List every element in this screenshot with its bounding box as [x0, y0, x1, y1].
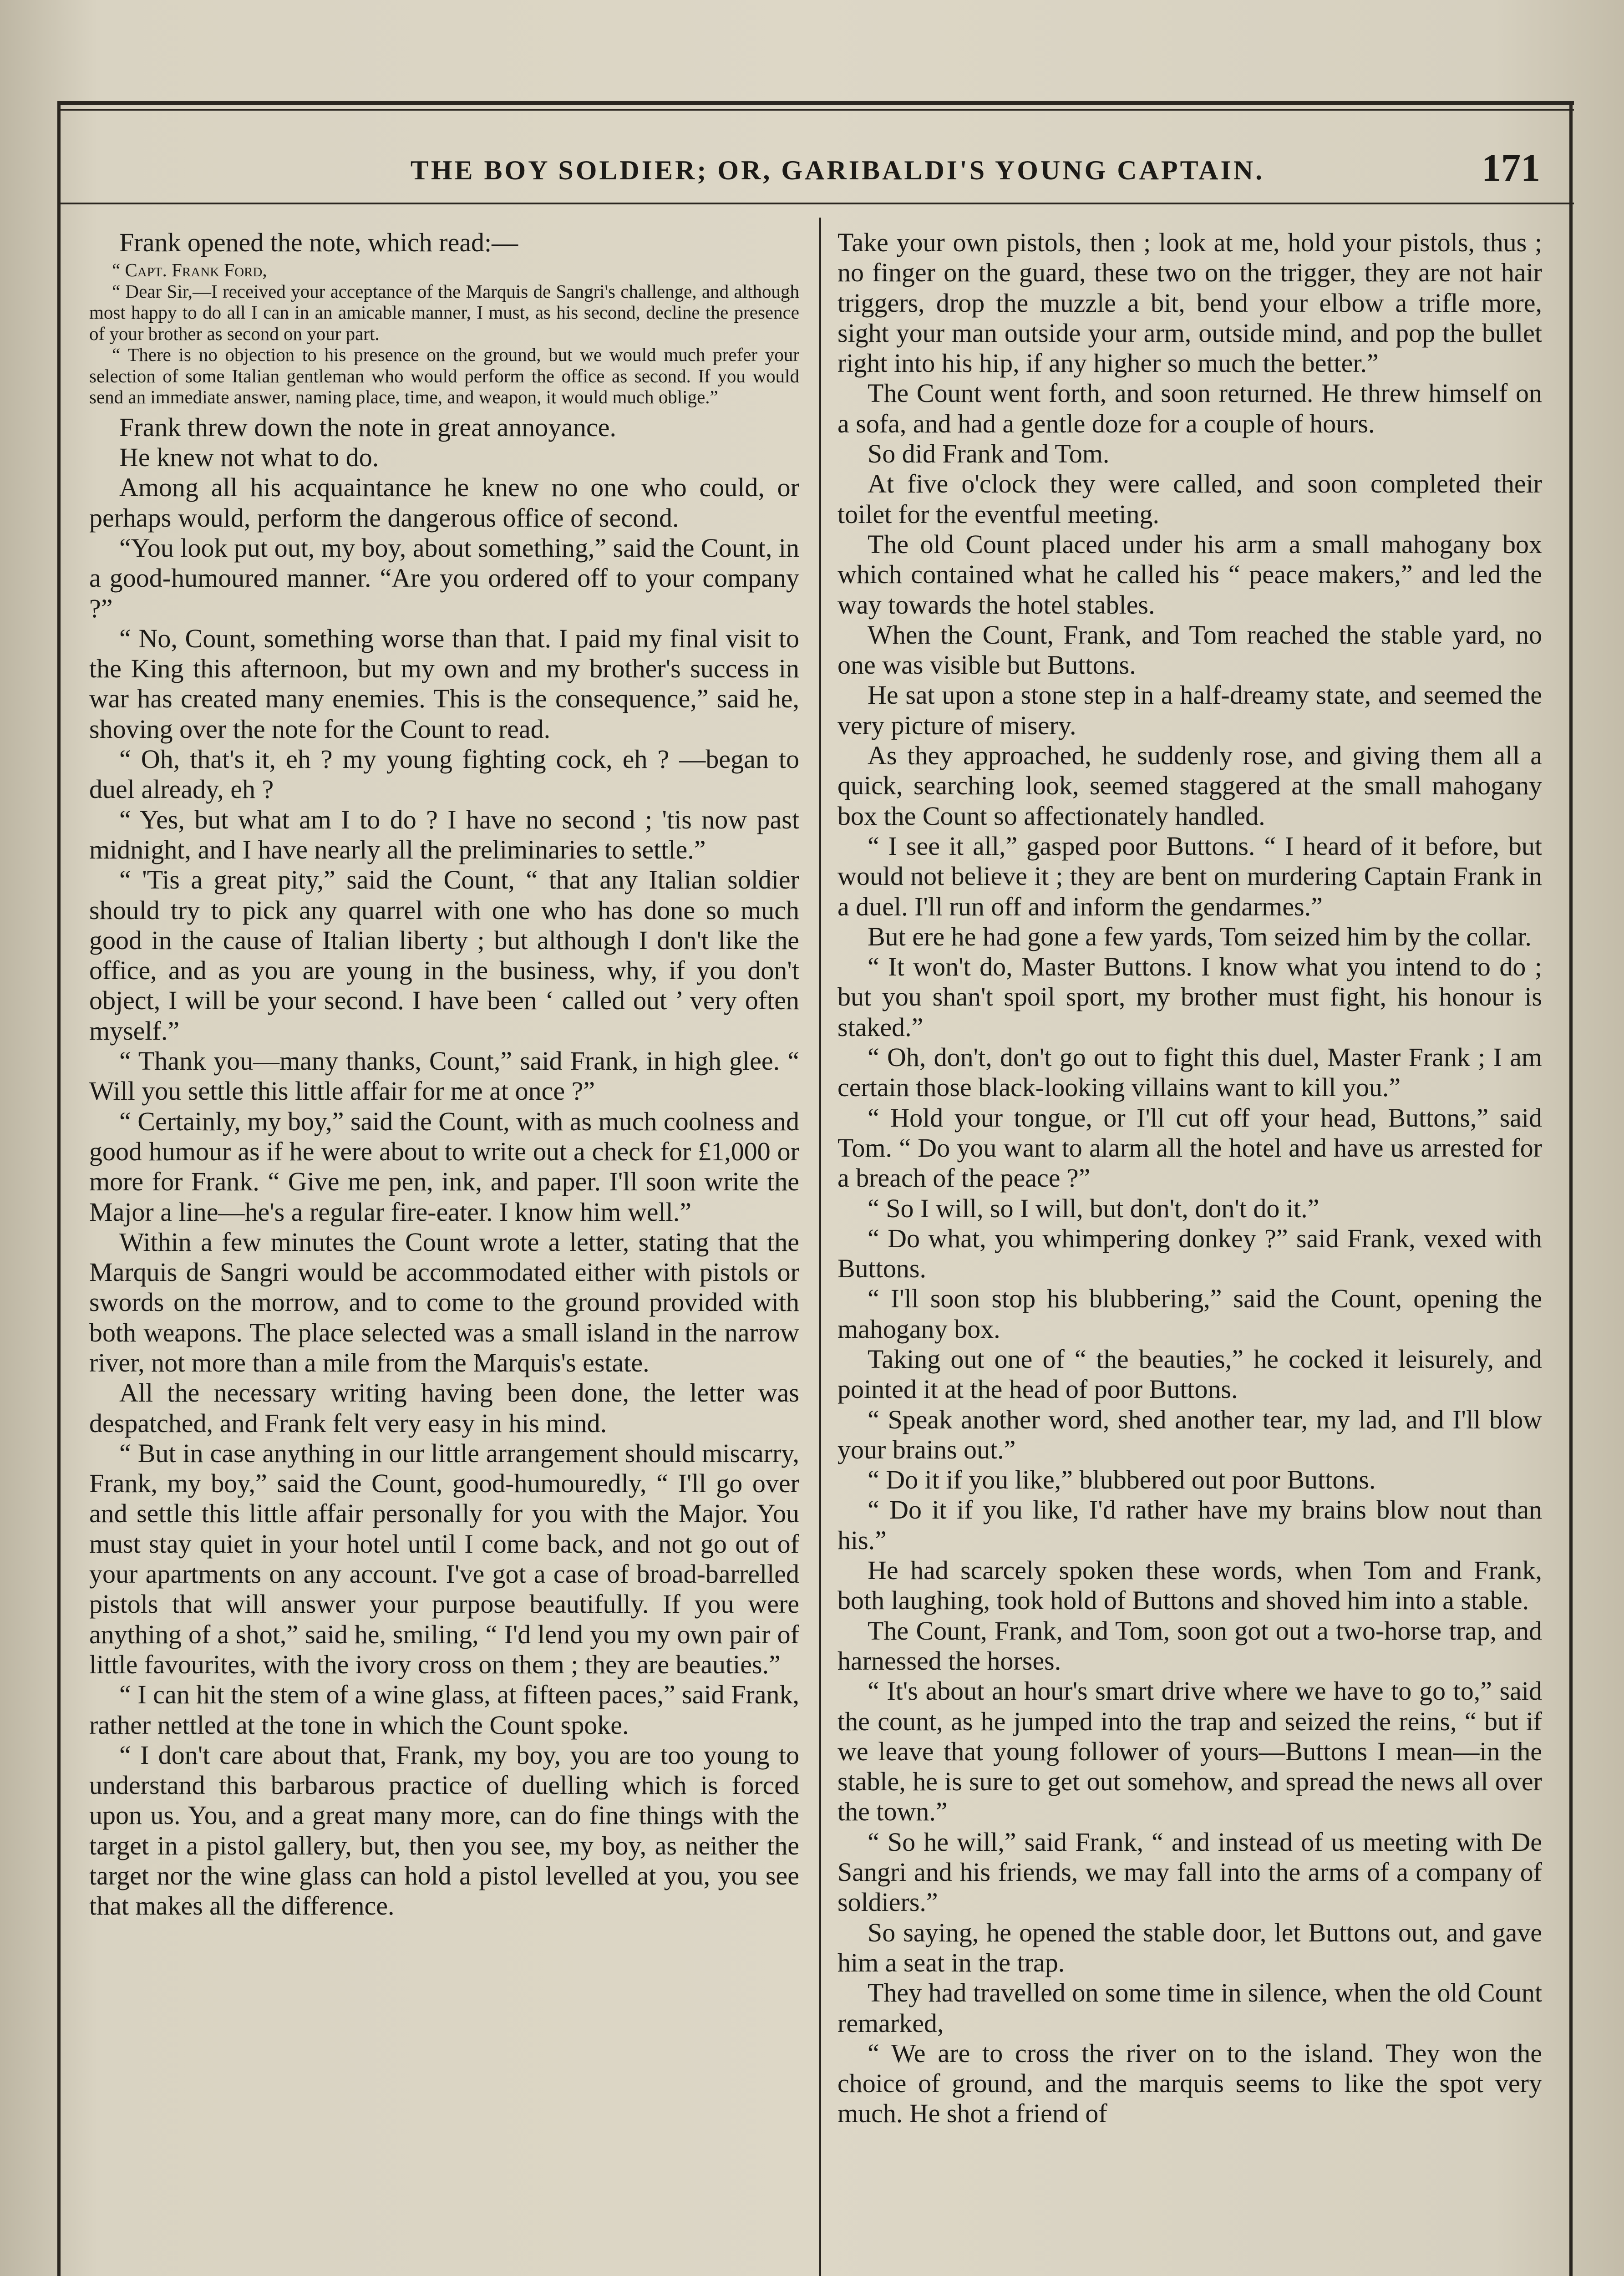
- paragraph: “ I see it all,” gasped poor Buttons. “ I heard of it before, but would not believe it ; they are bent on murdering Captain Frank in a duel. I'll run off and inform the gendarmes.”: [837, 831, 1542, 921]
- running-header: [64, 137, 1561, 200]
- column-divider: [819, 218, 821, 2276]
- paragraph: They had travelled on some time in silence, when the old Count remarked,: [837, 1978, 1542, 2038]
- paragraph: “ 'Tis a great pity,” said the Count, “ that any Italian soldier should try to pick any quarrel with one who has done so much good in the cause of Italian liberty ; but although I don't like the office, and as you are young in the business, why, if you don't object, I will be your second. I have been ‘ called out ’ very often myself.”: [89, 865, 799, 1046]
- paragraph: He sat upon a stone step in a half-dreamy state, and seemed the very picture of misery.: [837, 680, 1542, 740]
- paragraph: “ Certainly, my boy,” said the Count, with as much coolness and good humour as if he were about to write out a check for £1,000 or more for Frank. “ Give me pen, ink, and paper. I'll soon write the Major a line—he's a regular fire-eater. I know him well.”: [89, 1106, 799, 1227]
- frame-left-rule: [57, 101, 61, 2276]
- right-column: [837, 228, 1542, 2276]
- quoted-letter: [89, 259, 799, 408]
- paragraph: The old Count placed under his arm a small mahogany box which contained what he called his “ peace makers,” and led the way towards the hotel stables.: [837, 529, 1542, 620]
- paragraph: The Count went forth, and soon returned. He threw himself on a sofa, and had a gentle doze for a couple of hours.: [837, 378, 1542, 438]
- frame-top-rule: [57, 101, 1574, 105]
- paragraph: But ere he had gone a few yards, Tom seized him by the collar.: [868, 921, 1532, 951]
- paragraph: “ Thank you—many thanks, Count,” said Frank, in high glee. “ Will you settle this little affair for me at once ?”: [89, 1046, 799, 1106]
- header-rule: [57, 203, 1574, 204]
- paragraph: When the Count, Frank, and Tom reached the stable yard, no one was visible but Buttons.: [837, 620, 1542, 680]
- paragraph: “ Oh, that's it, eh ? my young fighting cock, eh ? —began to duel already, eh ?: [89, 744, 799, 804]
- paragraph: “ No, Count, something worse than that. I paid my final visit to the King this afternoon, but my own and my brother's success in war has created many enemies. This is the consequence,” said he, shoving over the note for the Count to read.: [89, 623, 799, 744]
- paragraph: “ It won't do, Master Buttons. I know what you intend to do ; but you shan't spoil sport, my brother must fight, his honour is staked.”: [837, 952, 1542, 1042]
- paragraph: The Count, Frank, and Tom, soon got out a two-horse trap, and harnessed the horses.: [837, 1616, 1542, 1676]
- paragraph: “ Speak another word, shed another tear, my lad, and I'll blow your brains out.”: [837, 1404, 1542, 1464]
- frame-top-inner-rule: [57, 109, 1574, 111]
- paragraph: Frank threw down the note in great annoyance.: [119, 412, 616, 442]
- paragraph: “ So he will,” said Frank, “ and instead of us meeting with De Sangri and his friends, we may fall into the arms of a company of soldiers.”: [837, 1827, 1542, 1917]
- paragraph: “ Yes, but what am I to do ? I have no second ; 'tis now past midnight, and I have nearly all the preliminaries to settle.”: [89, 804, 799, 864]
- frame-right-rule: [1569, 101, 1573, 2276]
- paragraph: “ I don't care about that, Frank, my boy, you are too young to understand this barbarous practice of duelling which is forced upon us. You, and a great many more, can do fine things with the target in a pistol gallery, but, then you see, my boy, as neither the target nor the wine glass can hold a pistol levelled at you, you see that makes all the difference.: [89, 1740, 799, 1921]
- paragraph: “ Do what, you whimpering donkey ?” said Frank, vexed with Buttons.: [837, 1223, 1542, 1284]
- paragraph: At five o'clock they were called, and soon completed their toilet for the eventful meeting.: [837, 469, 1542, 529]
- paragraph: As they approached, he suddenly rose, and giving them all a quick, searching look, seemed staggered at the small mahogany box the Count so affectionately handled.: [837, 741, 1542, 831]
- paragraph: Among all his acquaintance he knew no one who could, or perhaps would, perform the dangerous office of second.: [89, 472, 799, 533]
- paragraph: He had scarcely spoken these words, when Tom and Frank, both laughing, took hold of Buttons and shoved him into a stable.: [837, 1555, 1542, 1616]
- paragraph: Take your own pistols, then ; look at me, hold your pistols, thus ; no finger on the guard, these two on the trigger, they are not hair triggers, drop the muzzle a bit, bend your elbow a trifle more, sight your man outside your arm, outside mind, and pop the bullet right into his hip, if any higher so much the better.”: [837, 228, 1542, 378]
- paragraph: All the necessary writing having been done, the letter was despatched, and Frank felt very easy in his mind.: [89, 1378, 799, 1438]
- paragraph: “ So I will, so I will, but don't, don't do it.”: [868, 1193, 1320, 1223]
- paragraph: “ I can hit the stem of a wine glass, at fifteen paces,” said Frank, rather nettled at the tone in which the Count spoke.: [89, 1680, 799, 1740]
- paragraph: So saying, he opened the stable door, let Buttons out, and gave him a seat in the trap.: [837, 1917, 1542, 1977]
- paragraph: So did Frank and Tom.: [868, 439, 1110, 469]
- paragraph: “ Do it if you like,” blubbered out poor Buttons.: [868, 1465, 1376, 1495]
- paragraph: “ Do it if you like, I'd rather have my brains blow nout than his.”: [837, 1495, 1542, 1555]
- paragraph: Within a few minutes the Count wrote a letter, stating that the Marquis de Sangri would be accommodated either with pistols or swords on the morrow, and to come to the ground provided with both weapons. The place selected was a small island in the narrow river, not more than a mile from the Marquis's estate.: [89, 1227, 799, 1377]
- paragraph: He knew not what to do.: [119, 442, 379, 472]
- running-title: THE BOY SOLDIER; OR, GARIBALDI'S YOUNG CAPTAIN.: [410, 155, 1265, 185]
- letter-paragraph: “ Dear Sir,—I received your acceptance of the Marquis de Sangri's challenge, and although most happy to do all I can in an amicable manner, I must, as his second, decline the presence of your brother as second on your part.: [89, 280, 799, 344]
- paragraph: “ Hold your tongue, or I'll cut off your head, Buttons,” said Tom. “ Do you want to alarm all the hotel and have us arrested for a breach of the peace ?”: [837, 1102, 1542, 1193]
- paragraph: “You look put out, my boy, about something,” said the Count, in a good-humoured manner. “Are you ordered off to your company ?”: [89, 533, 799, 623]
- paragraph: “ But in case anything in our little arrangement should miscarry, Frank, my boy,” said the Count, good-humouredly, “ I'll go over and settle this little affair personally for you with the Major. You must stay quiet in your hotel until I come back, and not go out of your apartments on any account. I've got a case of broad-barrelled pistols that will answer your purpose beautifully. If you were anything of a shot,” said he, smiling, “ I'd lend you my own pair of little favourites, with the ivory cross on them ; they are beauties.”: [89, 1438, 799, 1679]
- paragraph: “ We are to cross the river on to the island. They won the choice of ground, and the marquis seems to like the spot very much. He shot a friend of: [837, 2038, 1542, 2129]
- paragraph: “ I'll soon stop his blubbering,” said the Count, opening the mahogany box.: [837, 1284, 1542, 1344]
- paragraph: Frank opened the note, which read:—: [119, 228, 518, 257]
- page-number: 171: [1482, 146, 1540, 189]
- paragraph: Taking out one of “ the beauties,” he cocked it leisurely, and pointed it at the head of poor Buttons.: [837, 1344, 1542, 1404]
- left-column: [89, 228, 799, 2276]
- paragraph: “ Oh, don't, don't go out to fight this duel, Master Frank ; I am certain those black-looking villains want to kill you.”: [837, 1042, 1542, 1102]
- letter-paragraph: “ There is no objection to his presence on the ground, but we would much prefer your selection of some Italian gentleman who would perform the office as second. If you would send an immediate answer, naming place, time, and weapon, it would much oblige.”: [89, 344, 799, 408]
- letter-salutation: “ Capt. Frank Ford,: [112, 259, 267, 281]
- paragraph: “ It's about an hour's smart drive where we have to go to,” said the count, as he jumped into the trap and seized the reins, “ but if we leave that young follower of yours—Buttons I mean—in the stable, he is sure to get out somehow, and spread the news all over the town.”: [837, 1676, 1542, 1827]
